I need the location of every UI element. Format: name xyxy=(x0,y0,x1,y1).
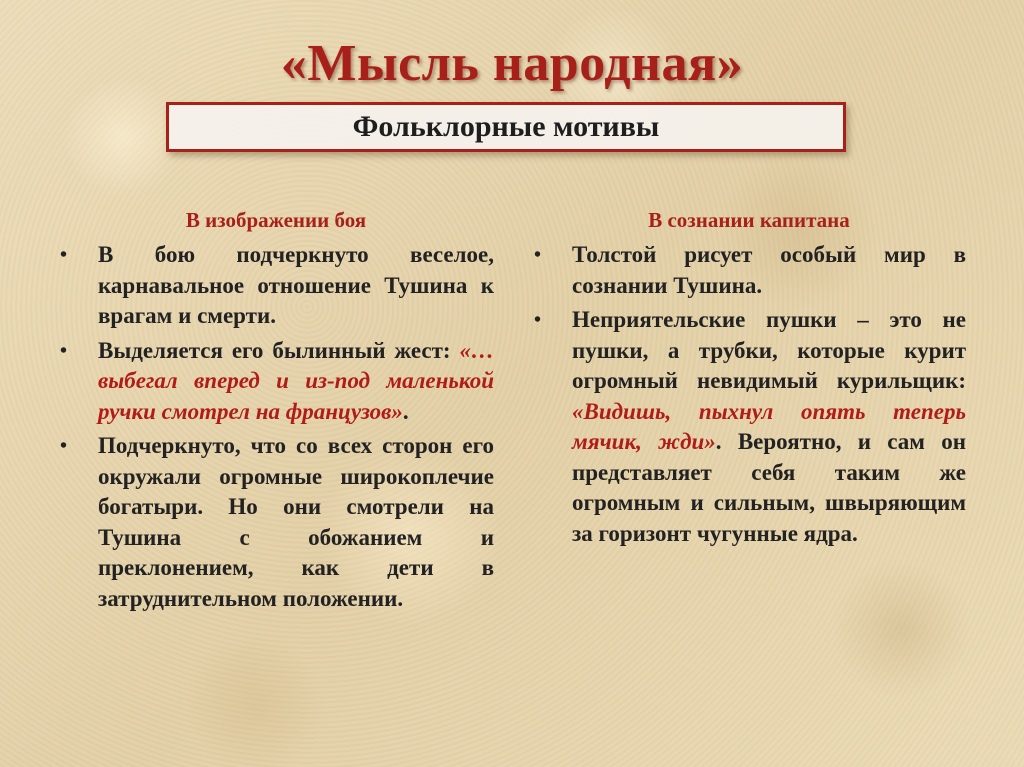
list-item-text: В бою подчеркнуто веселое, карнавальное отношение Тушина к врагам и смерти. xyxy=(98,242,494,328)
bullet-icon: • xyxy=(60,339,68,362)
quote-text: «Видишь, пыхнул опять теперь мячик, жди» xyxy=(572,398,966,454)
list-item-text-end: . Вероятно, и сам он представляет себя таким же огромным и сильным, швыряющим за горизонт чугунные ядра. xyxy=(572,429,966,546)
quote-text: «…выбегал вперед и из-под маленькой ручки смотрел на французов» xyxy=(98,337,494,424)
list-item-text-end: . xyxy=(402,398,409,424)
list-item xyxy=(58,240,494,332)
list-item-text: Неприятельские пушки – это не пушки, а трубки, которые курит огромный невидимый курильщик: xyxy=(572,307,966,393)
left-column-heading: В изображении боя xyxy=(185,208,367,232)
left-column xyxy=(58,206,494,618)
right-column-heading: В сознании капитана xyxy=(648,208,850,232)
right-column xyxy=(532,206,966,553)
bullet-icon: • xyxy=(60,244,68,266)
list-item-text: Подчеркнуто, что со всех сторон его окружали огромные широкоплечие богатыри. Но они смотрели на Тушина с обожанием и преклонением, как дети в затруднительном положении. xyxy=(98,433,494,611)
slide-title: «Мысль народная» xyxy=(280,35,744,92)
subtitle-text: Фольклорные мотивы xyxy=(352,110,660,143)
list-item xyxy=(58,336,494,428)
list-item-text: Толстой рисует особый мир в сознании Тушина. xyxy=(572,242,966,298)
list-item-text: Выделяется его былинный жест: xyxy=(98,337,460,363)
list-item xyxy=(532,305,966,549)
bullet-icon: • xyxy=(60,435,68,457)
list-item xyxy=(532,240,966,301)
right-bullet-list xyxy=(532,240,966,549)
list-item xyxy=(58,431,494,614)
bullet-icon: • xyxy=(534,309,542,331)
subtitle-box xyxy=(166,102,846,152)
bullet-icon: • xyxy=(534,244,542,266)
left-bullet-list xyxy=(58,240,494,614)
